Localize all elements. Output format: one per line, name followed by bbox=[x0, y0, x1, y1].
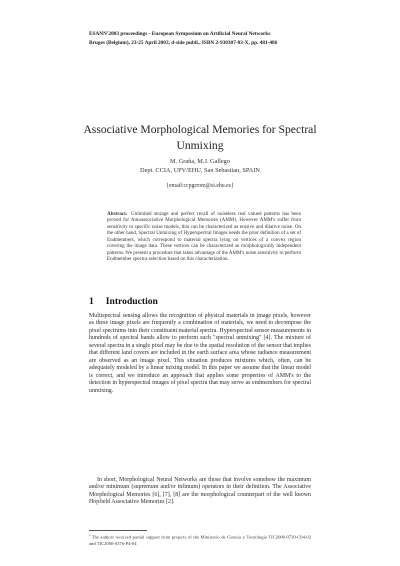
abstract bbox=[107, 211, 301, 263]
author-names: M. Graña, M.J. Gallego bbox=[170, 158, 230, 165]
author-block bbox=[60, 157, 340, 176]
section-number: 1 bbox=[89, 296, 94, 307]
author-affiliation: Dept. CCIA, UPV/EHU, San Sebastian, SPAIN bbox=[140, 167, 260, 175]
header-line-1: ESANN'2003 proceedings - European Symposium on Artificial Neural Networks bbox=[89, 31, 271, 37]
intro-paragraph-1: Multispectral sensing allows the recognition of physical materials in image pixels, however as these image pixels are frequently a combination of materials, we need to decompose the pixel spectrums into their constituent material spectra. Hyperspectral sensor measurements in hundreds of spectral bands allow to perform such "spectral unmixing" [4]. The mixture of several spectra in a single pixel may be due to the spatial resolution of the sensor that implies that different land covers are included in the earth surface area whose radiance measurement are observed as an image pixel. This situation produces mixtures which, often, can be adequately modeled by a linear mixing model. In this paper we assume that the linear model is correct, and we introduce an approach that applies some properties of AMM's to the detection in hyperspectral images of pixel spectra that may serve as endmembers for spectral unmixing. bbox=[89, 313, 311, 394]
proceedings-header bbox=[89, 30, 329, 47]
section-title: Introduction bbox=[105, 296, 158, 307]
abstract-text: Unlimited storage and perfect recall of noiseless real valued patterns has been proved for Autoassociative Morphological Memories (AMM). However AMM's suffer from sensitivity to specific noise models, that can be characterized as erosive and dilative noise. On the other hand, Spectral Unmixing of Hyperspectral Images needs the prior definition of a set of Endmembers, which correspond to material spectra lying on vertices of a convex region covering the image data. These vertices can be characterized as morphologically independent patterns. We present a procedure that takes advantage of the AMM's noise sensitivity to perform Endmember spectra selection based on this characterization. bbox=[107, 211, 301, 263]
author-email: {email:ccpgrrom@si.ehu.es} bbox=[166, 183, 234, 189]
footnote-rule bbox=[89, 530, 147, 531]
footnote-text: The authors received partial support from projects of the Ministerio de Ciencia y Tecnologia TIC2000-0739-C04-02 and TIC2000-0376-P4-04 bbox=[89, 534, 311, 546]
paper-title: Associative Morphological Memories for Spectral Unmixing bbox=[83, 123, 317, 152]
footnote-mark: * bbox=[89, 534, 91, 538]
abstract-label: Abstract. bbox=[107, 211, 128, 217]
intro-paragraph-2: In short, Morphological Neural Networks are those that involve somehow the maximum and/or minimum (supremum and/or infimum) operators in their definition. The Associative Morphological Memories [6], [7], [8] are the morphological counterpart of the well known Hopfield Associative Memories [2]. bbox=[89, 477, 311, 506]
header-line-2: Bruges (Belgium), 23-25 April 2003, d-side publi., ISBN 2-930307-03-X, pp. 481-486 bbox=[89, 39, 278, 46]
footnote bbox=[89, 533, 311, 547]
section-heading bbox=[89, 296, 158, 307]
